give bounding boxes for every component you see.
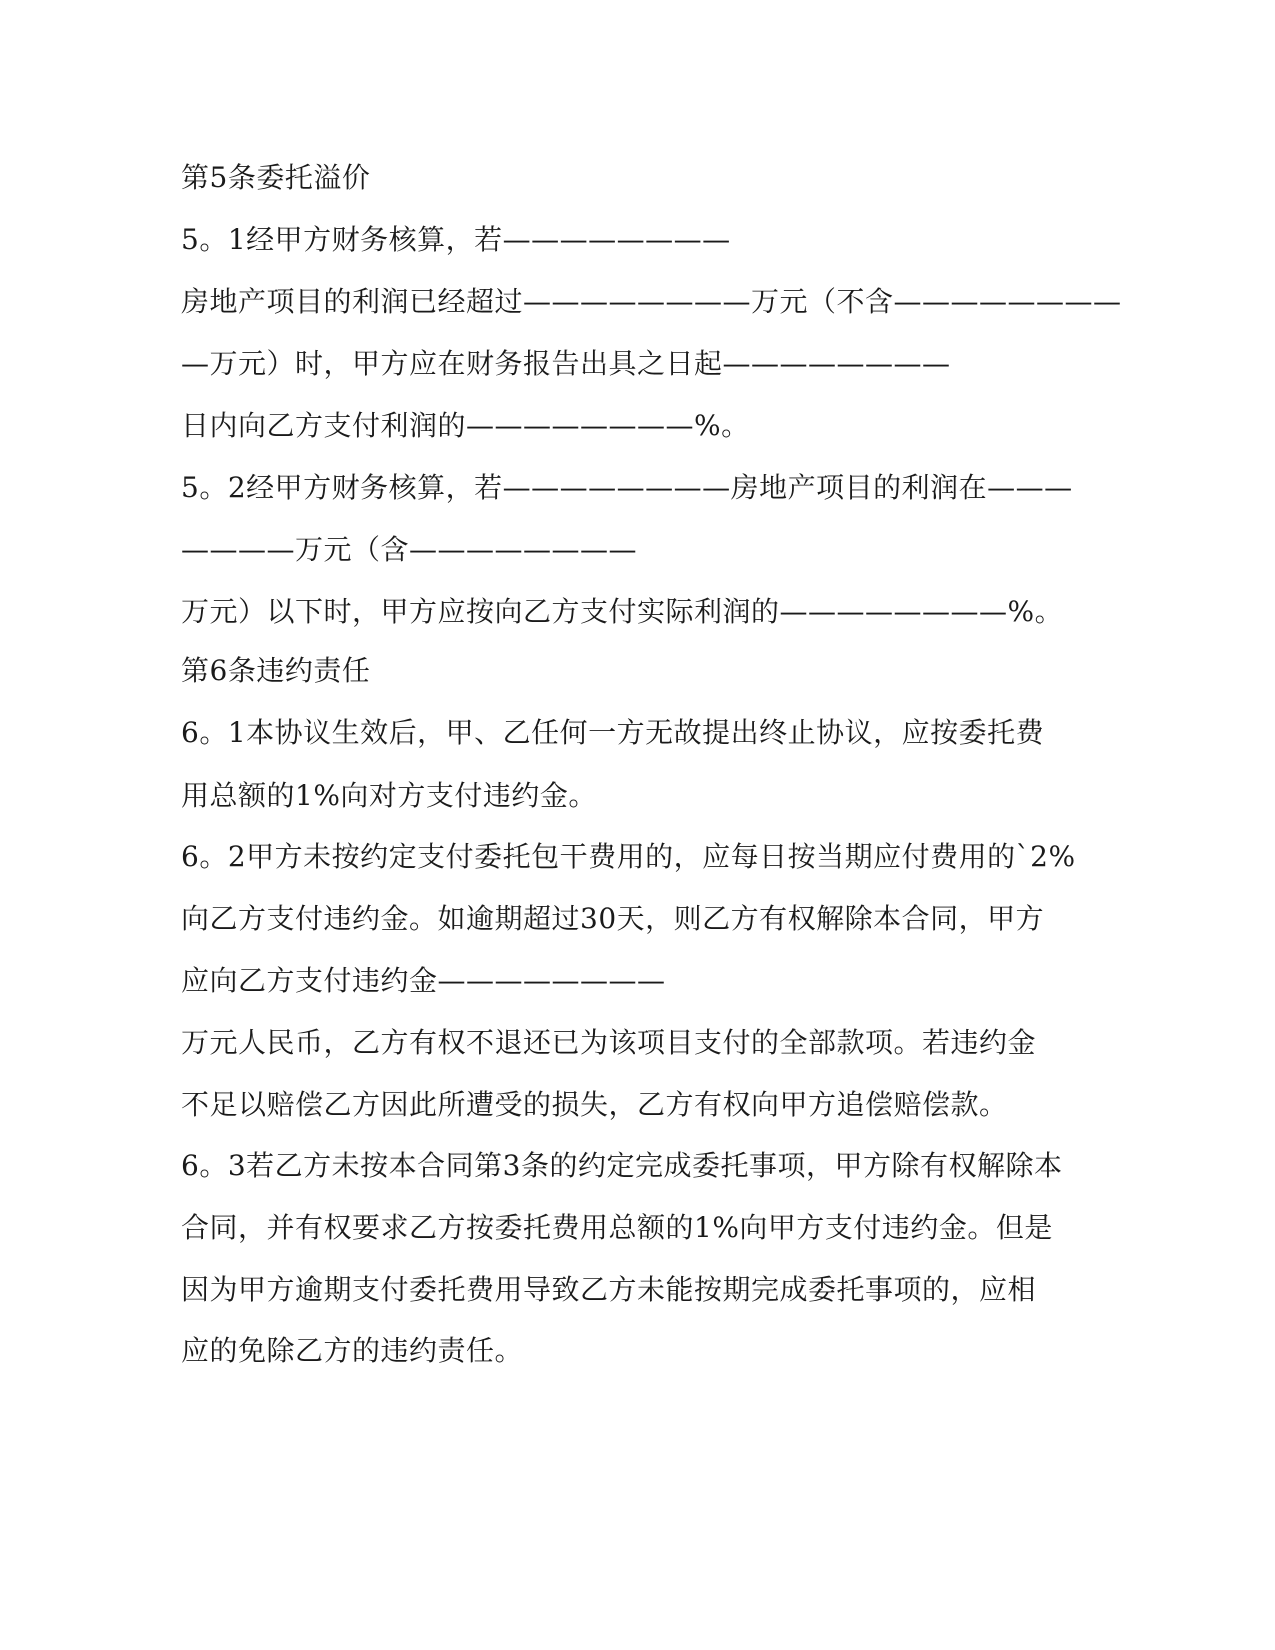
clause-6-3-line-1: 6。3若乙方未按本合同第3条的约定完成委托事项，甲方除有权解除本 bbox=[181, 1149, 1063, 1182]
clause-5-1-line-3: —万元）时，甲方应在财务报告出具之日起———————— bbox=[181, 347, 951, 380]
article-6-heading: 第6条违约责任 bbox=[181, 654, 371, 687]
article-5-heading: 第5条委托溢价 bbox=[181, 161, 371, 194]
clause-6-1-line-1: 6。1本协议生效后，甲、乙任何一方无故提出终止协议，应按委托费 bbox=[181, 716, 1045, 749]
clause-6-2-line-4: 万元人民币，乙方有权不退还已为该项目支付的全部款项。若违约金 bbox=[181, 1026, 1037, 1059]
clause-6-3-line-3: 因为甲方逾期支付委托费用导致乙方未能按期完成委托事项的，应相 bbox=[181, 1273, 1037, 1306]
clause-6-2-line-3: 应向乙方支付违约金———————— bbox=[181, 964, 666, 997]
clause-5-1-line-2: 房地产项目的利润已经超过————————万元（不含———————— bbox=[181, 285, 1122, 318]
clause-6-1-line-2: 用总额的1%向对方支付违约金。 bbox=[181, 779, 597, 812]
clause-6-2-line-2: 向乙方支付违约金。如逾期超过30天，则乙方有权解除本合同，甲方 bbox=[181, 902, 1045, 935]
clause-5-1-line-4: 日内向乙方支付利润的————————%。 bbox=[181, 409, 750, 442]
clause-6-2-line-5: 不足以赔偿乙方因此所遭受的损失，乙方有权向甲方追偿赔偿款。 bbox=[181, 1088, 1008, 1121]
clause-6-2-line-1: 6。2甲方未按约定支付委托包干费用的，应每日按当期应付费用的`2% bbox=[181, 840, 1076, 873]
clause-5-2-line-1: 5。2经甲方财务核算，若————————房地产项目的利润在——— bbox=[181, 471, 1073, 504]
clause-6-3-line-4: 应的免除乙方的违约责任。 bbox=[181, 1334, 524, 1367]
clause-6-3-line-2: 合同，并有权要求乙方按委托费用总额的1%向甲方支付违约金。但是 bbox=[181, 1211, 1053, 1244]
clause-5-2-line-3: 万元）以下时，甲方应按向乙方支付实际利润的————————%。 bbox=[181, 595, 1064, 628]
clause-5-1-line-1: 5。1经甲方财务核算，若———————— bbox=[181, 223, 731, 256]
clause-5-2-line-2: ————万元（含———————— bbox=[181, 533, 638, 566]
